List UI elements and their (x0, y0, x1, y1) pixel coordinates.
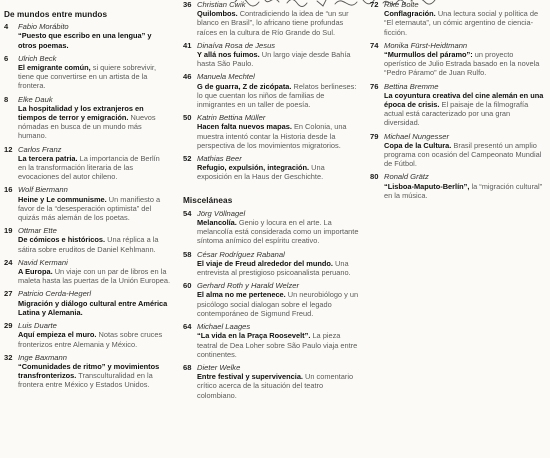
article-summary: Transculturalidad en la frontera entre México y Estados Unidos. (18, 371, 153, 390)
page-number: 60 (183, 281, 192, 291)
entry-description (4, 235, 170, 253)
article-title: Conflagración. (384, 9, 436, 19)
article-summary: Una lectura social y política de “El eternauta”, un cómic argentino de ciencia-ficción. (384, 9, 539, 37)
toc-entry[interactable] (370, 0, 546, 37)
article-title: Migración y diálogo cultural entre América Latina y Alemania. (18, 298, 168, 317)
entry-header (4, 22, 170, 31)
author-name: Wolf Biermann (18, 185, 68, 195)
entry-header (4, 95, 170, 104)
toc-entry[interactable] (4, 258, 170, 286)
article-title: A Europa. (18, 267, 53, 277)
page-number: 12 (4, 144, 13, 154)
toc-entry[interactable] (370, 132, 546, 169)
entry-header (183, 363, 359, 372)
entry-header (370, 0, 546, 9)
entry-header (4, 226, 170, 235)
entry-description (183, 372, 359, 400)
author-name: Ulrich Beck (18, 53, 57, 63)
article-title: “Puesto que escribo en una lengua” y otros poemas. (18, 31, 152, 50)
toc-entry[interactable] (183, 281, 359, 318)
article-title: De cómicos e históricos. (18, 235, 106, 245)
toc-entry[interactable] (4, 321, 170, 349)
article-summary: Un largo viaje desde Bahía hasta São Paulo. (197, 50, 351, 69)
page-number: 32 (4, 352, 13, 362)
entry-description (4, 154, 170, 182)
author-name: Patricio Cerda-Hegerl (18, 289, 92, 299)
article-title: Aquí empieza el muro. (18, 330, 97, 340)
entry-description (370, 141, 546, 169)
article-summary: un proyecto operístico de Julio Estrada basado en la novela “Pedro Páramo” de Juan Rulfo. (384, 50, 540, 78)
author-name: Michael Laages (197, 322, 251, 332)
entry-header (4, 258, 170, 267)
entry-header (4, 289, 170, 298)
article-summary: la “migración cultural” en la música. (384, 181, 543, 200)
toc-list (183, 0, 359, 182)
page-number: 4 (4, 22, 9, 32)
entry-description (370, 91, 546, 128)
article-summary: Genio y locura en el arte. La melancolía está considerada como un importante síntoma anímico del espíritu creativo. (197, 218, 359, 246)
entry-description (183, 82, 359, 110)
toc-entry[interactable] (183, 41, 359, 69)
article-title: Refugio, expulsión, integración. (197, 163, 310, 173)
page-number: 72 (370, 0, 379, 9)
author-name: Bettina Bremme (384, 81, 439, 91)
author-name: Ronald Grätz (384, 172, 429, 182)
author-name: Michael Nungesser (384, 131, 449, 141)
article-summary: Notas sobre cruces fronterizos entre Alemania y México. (18, 330, 163, 349)
article-title: Hacen falta nuevos mapas. (197, 122, 292, 132)
entry-header (183, 281, 359, 290)
article-title: El viaje de Freud alrededor del mundo. (197, 258, 333, 268)
page-number: 52 (183, 154, 192, 164)
article-title: Y allá nos fuimos. (197, 50, 260, 60)
entry-header (183, 154, 359, 163)
entry-header (183, 113, 359, 122)
article-title: “La vida en la Praça Roosevelt”. (197, 331, 311, 341)
page-number: 58 (183, 249, 192, 259)
article-summary: Una exposición en la Haus der Geschichte. (197, 163, 325, 182)
page-number: 74 (370, 40, 379, 50)
entry-description (183, 50, 359, 68)
column-left (4, 0, 170, 394)
article-title: Copa de la Cultura. (384, 140, 452, 150)
article-summary: si quiere sobrevivir, tiene que convertirse en un artista de la frontera. (18, 63, 157, 91)
article-summary: Brasil presentó un amplio programa con ocasión del Campeonato Mundial de Fútbol. (384, 140, 542, 169)
entry-description (183, 331, 359, 359)
article-summary: Un viaje con un par de libros en la maleta hasta las puertas de la Unión Europea. (18, 267, 171, 286)
author-name: Manuela Mechtel (197, 72, 255, 82)
entry-header (4, 185, 170, 194)
toc-entry[interactable] (183, 322, 359, 359)
entry-description (370, 182, 546, 200)
article-title: Melancolía. (197, 218, 237, 228)
article-title: Heine y Le communisme. (18, 194, 107, 204)
entry-description (183, 218, 359, 246)
entry-description (4, 330, 170, 348)
entry-description (4, 362, 170, 390)
article-title: “Murmullos del páramo”: (384, 50, 473, 60)
author-name: Katrin Bettina Müller (197, 113, 266, 123)
section-title: Misceláneas (183, 195, 233, 205)
toc-entry[interactable] (4, 226, 170, 254)
author-name: Inge Baxmann (18, 352, 67, 362)
author-name: Jörg Völlnagel (197, 208, 246, 218)
page-number: 64 (183, 322, 192, 332)
entry-header (370, 41, 546, 50)
page-number: 46 (183, 72, 192, 82)
page-number: 68 (183, 362, 192, 372)
entry-header (183, 322, 359, 331)
page-number: 80 (370, 172, 379, 182)
entry-description (370, 50, 546, 78)
entry-description (183, 9, 359, 37)
entry-header (4, 353, 170, 362)
entry-description (183, 122, 359, 150)
page-number: 41 (183, 40, 192, 50)
entry-header (183, 250, 359, 259)
toc-entry[interactable] (183, 72, 359, 109)
entry-description (4, 299, 170, 317)
article-summary: La pieza teatral de Dea Loher sobre São Paulo viaja entre continentes. (197, 331, 358, 359)
article-summary: En Colonia, una muestra intentó contar la Historia desde la perspectiva de los movimientos migratorios. (197, 122, 347, 150)
article-summary: Una entrevista al prestigioso psicoanalista peruano. (197, 258, 351, 278)
page-number: 24 (4, 257, 13, 267)
author-name: Luis Duarte (18, 321, 57, 331)
author-name: Mathias Beer (197, 154, 242, 164)
page-number: 29 (4, 321, 13, 331)
entry-description (4, 267, 170, 285)
article-title: Quilombos. (197, 9, 238, 19)
article-summary: Un manifiesto a favor de la “desesperación optimista” del quizás más alemán de los poetas. (18, 194, 161, 223)
toc-entry[interactable] (183, 250, 359, 278)
entry-header (4, 321, 170, 330)
article-title: La tercera patria. (18, 153, 78, 163)
toc-entry[interactable] (183, 154, 359, 182)
toc-entry[interactable] (4, 289, 170, 317)
toc-entry[interactable] (4, 54, 170, 91)
toc-entry[interactable] (183, 363, 359, 400)
toc-entry[interactable] (4, 185, 170, 222)
entry-header (183, 72, 359, 81)
article-title: “Lisboa-Maputo-Berlín”, (384, 181, 470, 191)
page-number: 19 (4, 226, 13, 236)
entry-description (4, 104, 170, 141)
author-name: César Rodríguez Rabanal (197, 249, 285, 259)
article-summary: Un comentario crítico acerca de la situación del teatro colombiano. (197, 372, 354, 400)
article-summary: El paisaje de la filmografía actual está caracterizado por una gran diversidad. (384, 100, 529, 128)
entry-header (370, 132, 546, 141)
entry-description (370, 9, 546, 37)
entry-header (183, 0, 359, 9)
author-name: Gerhard Roth y Harald Welzer (197, 281, 299, 291)
entry-header (183, 209, 359, 218)
entry-description (183, 290, 359, 318)
article-summary: Contradiciendo la idea de “un sur blanco en Brasil”, lo africano tiene profundas raíces en la cultura de Río Grande do Sul. (197, 9, 349, 37)
article-title: Entre festival y supervivencia. (197, 372, 303, 382)
page-number: 50 (183, 113, 192, 123)
toc-entry[interactable] (183, 0, 359, 37)
entry-header (370, 172, 546, 181)
author-name: Dieter Welke (197, 362, 241, 372)
column-middle (183, 0, 359, 404)
article-title: El emigrante común, (18, 63, 91, 73)
entry-description (4, 31, 170, 49)
toc-entry[interactable] (4, 353, 170, 390)
author-name: Ottmar Ette (18, 226, 57, 236)
entry-description (4, 195, 170, 223)
author-name: Fabio Morábito (18, 22, 69, 32)
article-title: G de guarra, Z de zicópata. (197, 81, 292, 91)
article-title: La hospitalidad y los extranjeros en tiempos de terror y emigración. (18, 103, 144, 123)
author-name: Elke Dauk (18, 94, 53, 104)
author-name: Navid Kermani (18, 257, 68, 267)
author-name: Monika Fürst-Heidtmann (384, 40, 468, 50)
page-number: 8 (4, 94, 9, 104)
article-summary: La importancia de Berlín en la transformación literaria de las evocaciones del autor chileno. (18, 153, 160, 182)
author-name: Rike Bolte (384, 0, 419, 9)
toc-entry[interactable] (183, 209, 359, 246)
toc-entry[interactable] (183, 113, 359, 150)
article-summary: Relatos berlineses: lo que cuentan los niños de familias de inmigrantes en un taller de poesía. (197, 81, 357, 110)
entry-description (183, 163, 359, 181)
entry-header (4, 145, 170, 154)
toc-entry[interactable] (4, 22, 170, 50)
author-name: Christian Cwik (197, 0, 246, 9)
page-number: 6 (4, 53, 9, 63)
toc-entry[interactable] (370, 82, 546, 128)
article-title: “Comunidades de ritmo” y movimientos transfronterizos. (18, 361, 160, 381)
toc-list (370, 0, 546, 200)
toc-list (4, 22, 170, 389)
entry-header (370, 82, 546, 91)
article-title: El alma no me pertenece. (197, 290, 286, 300)
entry-header (4, 54, 170, 63)
page-number: 76 (370, 81, 379, 91)
page-number: 79 (370, 131, 379, 141)
section-title: De mundos entre mundos (4, 10, 108, 19)
entry-description (183, 259, 359, 277)
toc-list (183, 209, 359, 400)
entry-header (183, 41, 359, 50)
article-summary: Una réplica a la sátira sobre eruditos de Daniel Kehlmann. (18, 235, 159, 254)
article-summary: Un neurobiólogo y un psicólogo social dialogan sobre el legado contemporáneo de Sigmund Freud. (197, 290, 359, 318)
entry-description (4, 63, 170, 91)
column-right (370, 0, 546, 204)
toc-entry[interactable] (4, 95, 170, 141)
article-summary: Nuevos nómadas en busca de un mundo más humano. (18, 113, 156, 141)
page-number: 27 (4, 289, 13, 299)
page-number: 16 (4, 185, 13, 195)
page-number: 54 (183, 208, 192, 218)
page-number: 36 (183, 0, 192, 9)
toc-entry[interactable] (4, 145, 170, 182)
toc-entry[interactable] (370, 41, 546, 78)
author-name: Carlos Franz (18, 144, 62, 154)
author-name: Dinaíva Rosa de Jesus (197, 40, 276, 50)
toc-entry[interactable] (370, 172, 546, 200)
article-title: La coyuntura creativa del cine alemán en una época de crisis. (384, 90, 544, 110)
